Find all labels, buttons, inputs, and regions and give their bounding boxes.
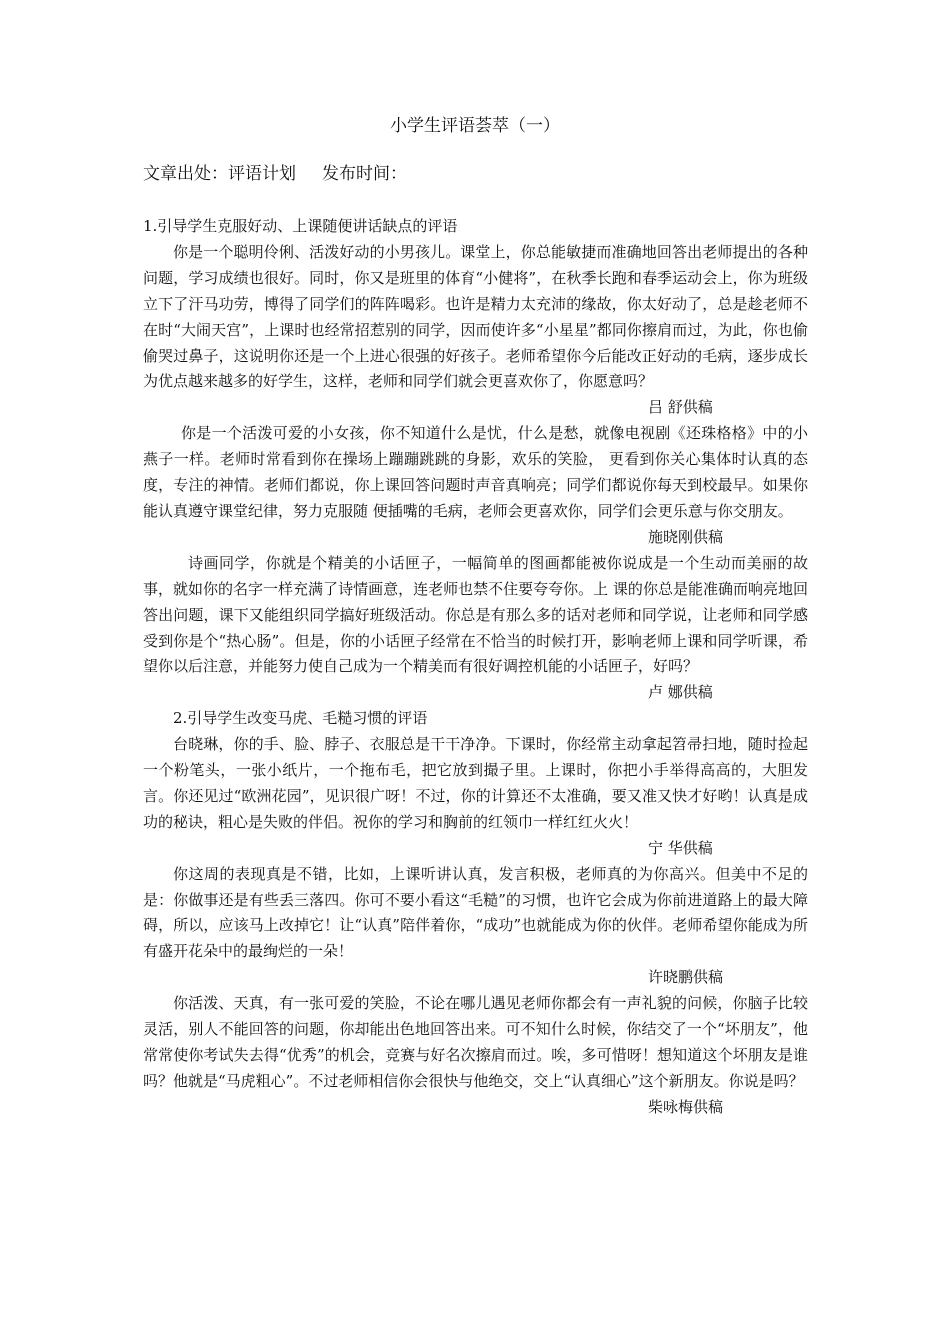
publish-label: 发布时间： — [322, 164, 407, 184]
comment-paragraph: 台晓琳，你的手、脸、脖子、衣服总是干干净净。下课时，你经常主动拿起笤帚扫地，随时捡起一个粉笔头，一张小纸片，一个拖布毛，把它放到撮子里。上课时，你把小手举得高高的，大胆发言。你还见过“欧洲花园”，见识很广呀！不过，你的计算还不太准确，要又准又快才好哟！认真是成功的秘诀，粗心是失败的伴侣。祝你的学习和胸前的红领巾一样红红火火！ — [143, 735, 808, 831]
comment-paragraph: 你这周的表现真是不错，比如，上课听讲认真，发言积极，老师真的为你高兴。但美中不足的是：你做事还是有些丢三落四。你可不要小看这“毛糙”的习惯，也许它会成为你前进道路上的最大障碍，所以，应该马上改掉它！让“认真”陪伴着你，“成功”也就能成为你的伙伴。老师希望你能成为所有盛开花朵中的最绚烂的一朵！ — [143, 864, 808, 961]
comment-paragraph: 你是一个聪明伶俐、活泼好动的小男孩儿。课堂上，你总能敏捷而准确地回答出老师提出的各种问题，学习成绩也很好。同时，你又是班里的体育“小健将”，在秋季长跑和春季运动会上，你为班级立下了汗马功劳，博得了同学们的阵阵喝彩。也许是精力太充沛的缘故，你太好动了，总是趁老师不在时“大闹天宫”，上课时也经常招惹别的同学，因而使许多“小星星”都同你擦肩而过，为此，你也偷偷哭过鼻子，这说明你还是一个上进心很强的好孩子。老师希望你今后能改正好动的毛病，逐步成长为优点越来越多的好学生，这样，老师和同学们就会更喜欢你了，你愿意吗？ — [143, 242, 808, 391]
source-label: 文章出处：评语计划 — [143, 164, 296, 184]
section-heading-2: 2.引导学生改变马虎、毛糙习惯的评语 — [173, 709, 428, 728]
article-meta — [143, 161, 407, 187]
contributor-credit: 施晓刚供稿 — [648, 527, 724, 546]
document-body — [143, 214, 808, 1121]
page-title: 小学生评语荟萃（一） — [390, 116, 560, 136]
section-heading-1: 1.引导学生克服好动、上课随便讲话缺点的评语 — [143, 217, 458, 235]
contributor-credit: 宁 华供稿 — [648, 838, 713, 857]
contributor-credit: 柴咏梅供稿 — [648, 1097, 724, 1116]
comment-paragraph: 你是一个活泼可爱的小女孩，你不知道什么是忧，什么是愁，就像电视剧《还珠格格》中的小燕子一样。老师时常看到你在操场上蹦蹦跳跳的身影，欢乐的笑脸， 更看到你关心集体时认真的态度，专注的神情。老师们都说，你上课回答问题时声音真响亮；同学们都说你每天到校最早。如果你能认真遵守课堂纪律，努力克服随 便插嘴的毛病，老师会更喜欢你，同学们会更乐意与你交朋友。 — [143, 424, 808, 520]
contributor-credit: 许晓鹏供稿 — [648, 968, 724, 987]
contributor-credit: 卢 娜供稿 — [648, 683, 713, 702]
comment-paragraph: 你活泼、天真，有一张可爱的笑脸，不论在哪儿遇见老师你都会有一声礼貌的问候，你脑子比较灵活，别人不能回答的问题，你却能出色地回答出来。可不知什么时候，你结交了一个“坏朋友”，他常常使你考试失去得“优秀”的机会，竞赛与好名次擦肩而过。唉，多可惜呀！想知道这个坏朋友是谁吗？他就是“马虎粗心”。不过老师相信你会很快与他绝交，交上“认真细心”这个新朋友。你说是吗？ — [143, 994, 808, 1090]
contributor-credit: 吕 舒供稿 — [648, 398, 713, 417]
comment-paragraph: 诗画同学，你就是个精美的小话匣子，一幅简单的图画都能被你说成是一个生动而美丽的故事，就如你的名字一样充满了诗情画意，连老师也禁不住要夸夸你。上 课的你总是能准确而响亮地回答出问题，课下又能组织同学搞好班级活动。你总是有那么多的话对老师和同学说，让老师和同学感受到你是个“热心肠”。但是，你的小话匣子经常在不恰当的时候打开，影响老师上课和同学听课，希望你以后注意，并能努力使自己成为一个精美而有很好调控机能的小话匣子，好吗？ — [143, 553, 808, 676]
